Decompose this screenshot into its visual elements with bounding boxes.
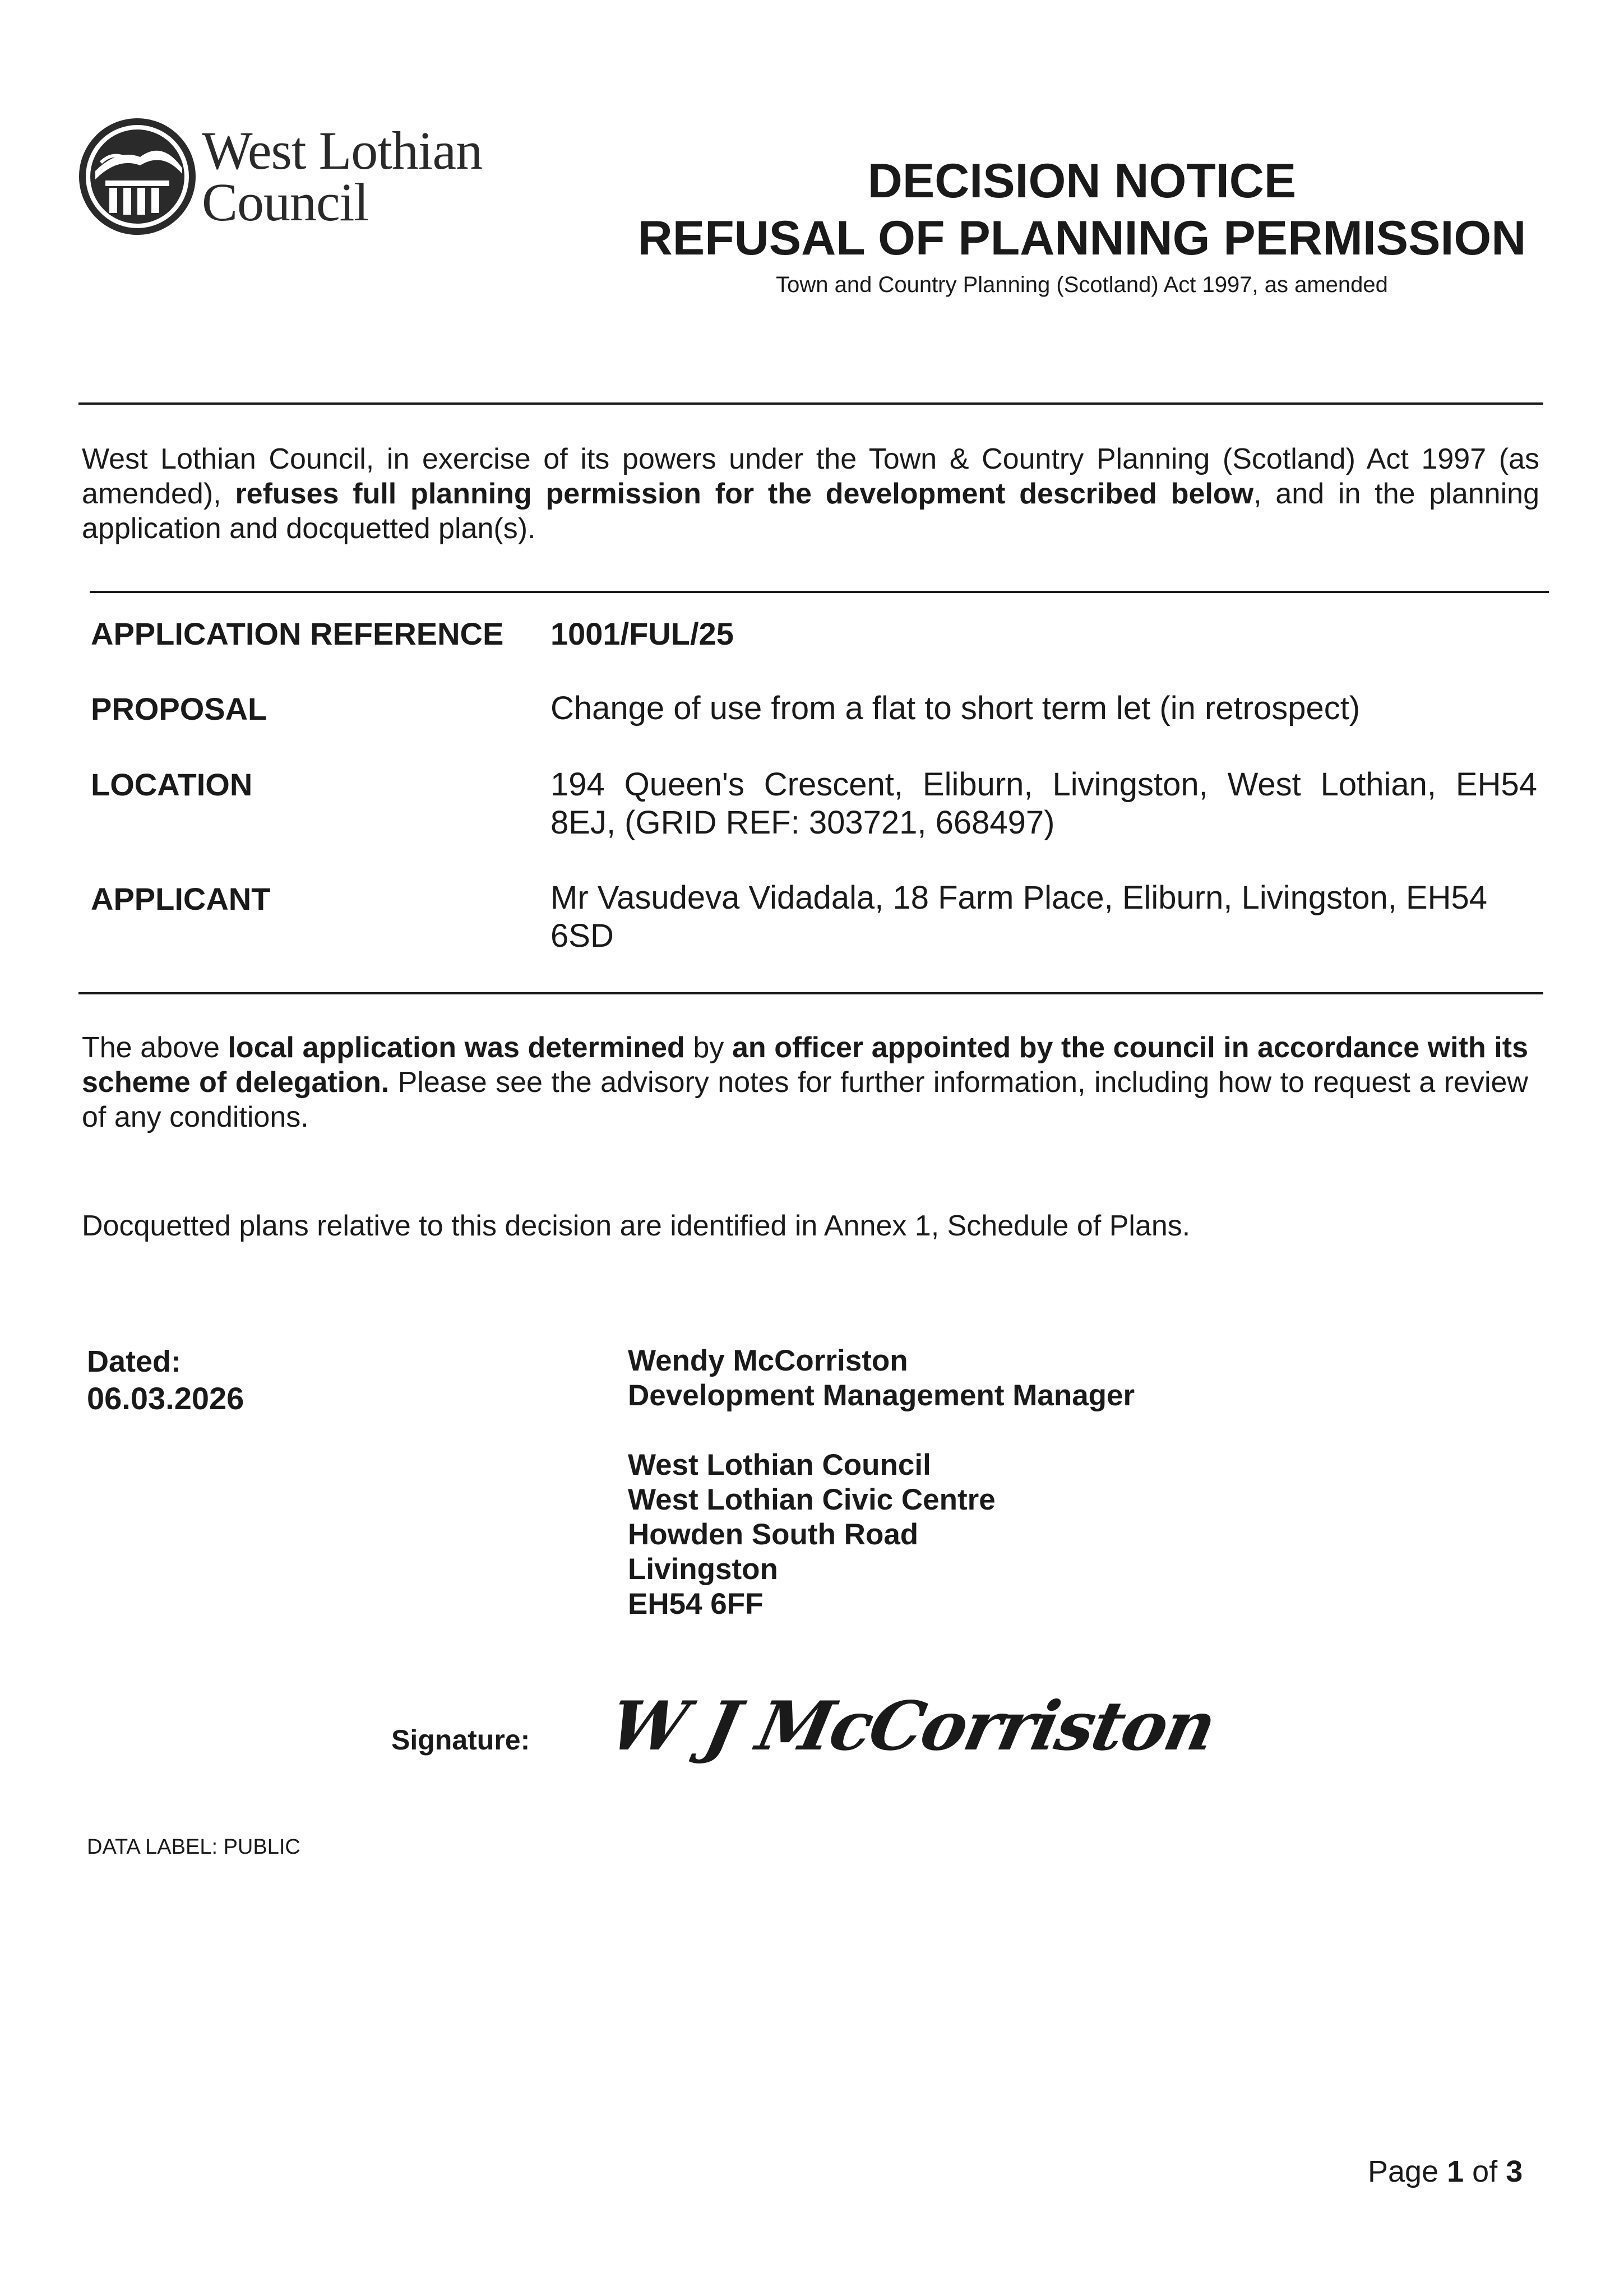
data-label: DATA LABEL: PUBLIC — [87, 1835, 300, 1859]
signatory-name: Wendy McCorriston — [628, 1344, 908, 1377]
dated-value: 06.03.2026 — [87, 1381, 244, 1416]
docquetted-note: Docquetted plans relative to this decision are identified in Annex 1, Schedule of Plans. — [82, 1210, 1191, 1242]
ref-label: APPLICATION REFERENCE — [91, 616, 504, 651]
logo-text-line2: Council — [202, 172, 368, 232]
intro-bold: refuses full planning permission for the development described below — [235, 478, 1254, 510]
divider-details-bottom — [78, 992, 1543, 994]
address-line: EH54 6FF — [628, 1587, 764, 1621]
council-crest-icon — [78, 118, 196, 235]
dated-label: Dated: — [87, 1345, 182, 1378]
proposal-value: Change of use from a flat to short term let (in retrospect) — [550, 690, 1361, 726]
determination-paragraph: The above local application was determined by an officer appointed by the council in accordance with its scheme of delegation. Please see the advisory notes for further information, including how to request a review of any conditions. — [82, 1031, 1528, 1133]
intro-paragraph: West Lothian Council, in exercise of its powers under the Town & Country Planning (Scotland) Act 1997 (as amended), refuses full planning permission for the development described below, and in the planning application and docquetted plan(s). — [82, 443, 1539, 545]
applicant-value: Mr Vasudeva Vidadala, 18 Farm Place, Eliburn, Livingston, EH54 6SD — [550, 879, 1488, 954]
title-block — [594, 152, 1570, 300]
ref-value: 1001/FUL/25 — [550, 616, 734, 651]
address-line: Howden South Road — [628, 1518, 919, 1551]
signatory-block — [628, 1344, 1135, 1622]
address-line: Livingston — [628, 1553, 778, 1586]
address-line: West Lothian Civic Centre — [628, 1483, 996, 1516]
proposal-label: PROPOSAL — [91, 691, 267, 726]
applicant-label: APPLICANT — [91, 881, 271, 916]
logo-text-line1: West Lothian — [202, 121, 483, 180]
title-line2: REFUSAL OF PLANNING PERMISSION — [637, 211, 1526, 265]
signature-image: W J McCorriston — [603, 1687, 1222, 1766]
signature-label: Signature: — [391, 1724, 530, 1756]
title-line1: DECISION NOTICE — [867, 154, 1297, 208]
page-number: Page 1 of 3 — [1368, 2155, 1523, 2188]
signatory-role: Development Management Manager — [628, 1379, 1135, 1412]
subtitle: Town and Country Planning (Scotland) Act 1997, as amended — [776, 272, 1388, 297]
divider-details-top — [90, 591, 1549, 593]
divider-top — [78, 402, 1543, 405]
page-total: 3 — [1506, 2155, 1523, 2188]
address-line: West Lothian Council — [628, 1448, 931, 1482]
page-current: 1 — [1447, 2155, 1464, 2188]
council-logo — [78, 115, 527, 244]
location-value: 194 Queen's Crescent, Eliburn, Livingston, West Lothian, EH54 8EJ, (GRID REF: 303721, 668497) — [550, 766, 1537, 841]
location-label: LOCATION — [91, 767, 253, 802]
